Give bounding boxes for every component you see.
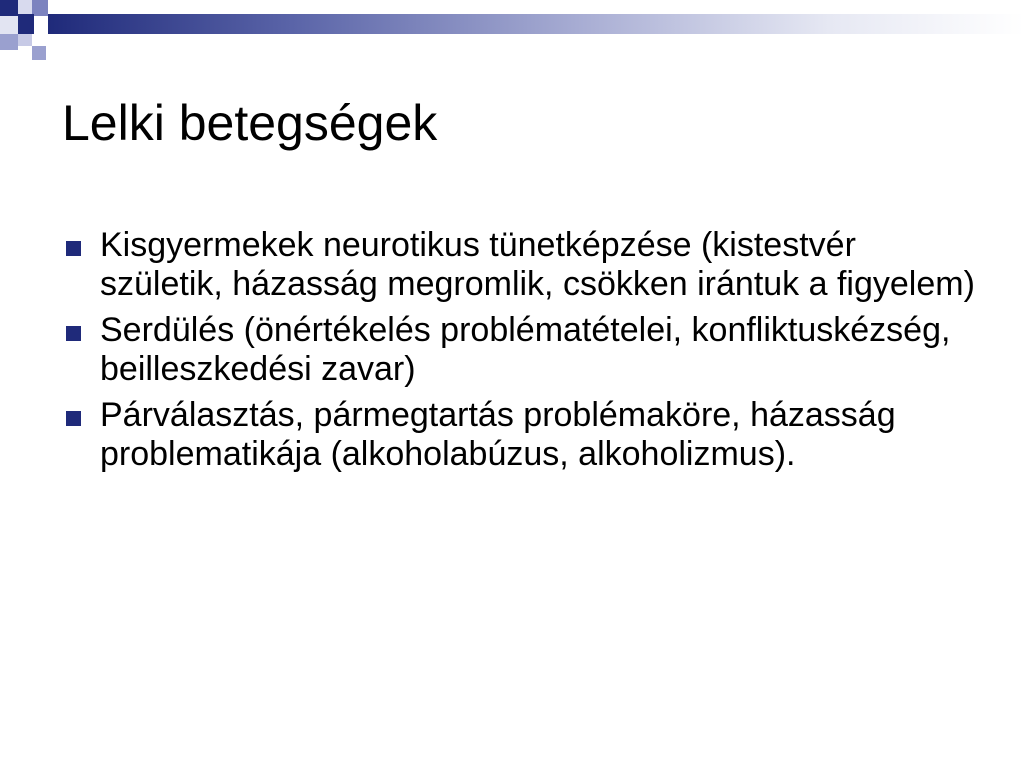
slide-title: Lelki betegségek bbox=[62, 95, 438, 151]
bullet-text: Serdülés (önértékelés problématételei, konfliktuskézség, beilleszkedési zavar) bbox=[100, 311, 951, 388]
decor-square bbox=[0, 16, 18, 34]
square-bullet-icon bbox=[66, 241, 81, 256]
decor-square bbox=[32, 0, 48, 16]
bullet-text: Kisgyermekek neurotikus tünetképzése (kistestvér születik, házasság megromlik, csökken irántuk a figyelem) bbox=[100, 226, 975, 303]
bullet-list bbox=[62, 226, 982, 481]
bullet-item bbox=[62, 396, 982, 474]
decor-square bbox=[0, 34, 18, 50]
square-bullet-icon bbox=[66, 326, 81, 341]
bullet-text: Párválasztás, pármegtartás problémaköre, házasság problematikája (alkoholabúzus, alkoholizmus). bbox=[100, 396, 896, 473]
decor-square bbox=[18, 0, 32, 14]
decor-square bbox=[18, 14, 34, 34]
decor-square bbox=[18, 34, 32, 46]
square-bullet-icon bbox=[66, 411, 81, 426]
header-gradient-bar bbox=[48, 14, 1024, 34]
bullet-item bbox=[62, 311, 982, 389]
bullet-item bbox=[62, 226, 982, 304]
decor-square bbox=[0, 0, 18, 16]
decor-square bbox=[32, 46, 46, 60]
